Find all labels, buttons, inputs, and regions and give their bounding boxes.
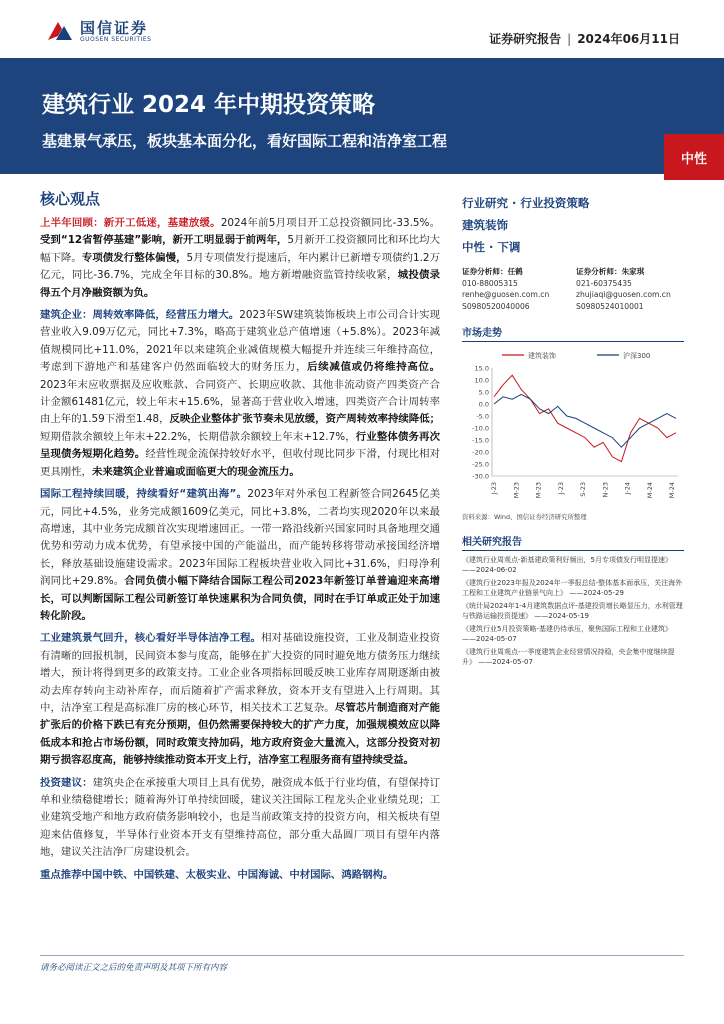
analyst-name: 任鹤 xyxy=(507,267,523,276)
x-tick-label: S-23 xyxy=(579,482,587,497)
para-text: 2023年对外承包工程新签合同2645亿美元，同比+4.5%，业务完成额1609亿美元，同比+3.8%，二者均实现2020年以来最高增速，其中业务完成额首次实现增速回正。一带一路沿线新兴国家同时具备地理交通优势和劳动力成本优势，有望承接中国的产能溢出，而产能转移将带动承接国经济增长，释放基础设施建设需求。2023年国际工程板块营业收入同比+31.6%，归母净利润同比+29.8%。 xyxy=(40,488,440,588)
rating-badge: 中性 xyxy=(664,134,724,180)
para-heading: 持续看好“建筑出海”。 xyxy=(136,488,248,501)
para-bold: 行业整体债务再次呈现债务短期化趋势。 xyxy=(40,430,440,461)
related-report-item[interactable] xyxy=(462,555,684,575)
legend-label: 沪深300 xyxy=(623,352,651,360)
para-heading: 建筑企业：周转效率降低，经营压力增大。 xyxy=(40,309,240,322)
sidebar xyxy=(462,192,684,670)
core-views-column xyxy=(40,188,440,884)
y-tick-label: 0.0 xyxy=(478,400,489,409)
focus-recommendation: 重点推荐中国中铁、中国铁建、太极实业、中国海诚、中材国际、鸿路钢构。 xyxy=(40,868,394,881)
report-subtitle: 基建景气承压，板块基本面分化，看好国际工程和洁净室工程 xyxy=(42,132,448,150)
related-report-item[interactable] xyxy=(462,601,684,621)
header-meta xyxy=(489,30,680,47)
para-bold: 专项债发行整体偏慢， xyxy=(81,251,187,264)
footer-disclaimer: 请务必阅读正文之后的免责声明及其项下所有内容 xyxy=(40,963,228,973)
para-heading: 国际工程持续回暖， xyxy=(40,488,137,501)
para-bold: 城投债录得五个月净融资额为负。 xyxy=(40,269,441,299)
para-text: 建筑央企在承接重大项目上具有优势，融资成本低于行业均值，有望保持订单和业绩稳健增长；随着海外订单持续回暖，建议关注国际工程龙头企业业绩兑现；工业建筑受地产和地方政府债务影响较小，也是当前政策支持的投资方向，相关板块有望迎来估值修复，半导体行业资本开支有望维持高位，部分重大晶圆厂项目有望年内落地，建议关注洁净厂房建设机会。 xyxy=(40,776,441,859)
report-title: 建筑行业 2024 年中期投资策略 xyxy=(42,92,376,118)
market-trend-heading: 市场走势 xyxy=(462,324,684,342)
report-category: 行业研究 · 行业投资策略 xyxy=(462,196,590,210)
para-bold: 未来建筑企业普遍或面临更大的现金流压力。 xyxy=(91,465,300,478)
report-type: 证券研究报告 xyxy=(489,32,562,46)
report-link-title[interactable]: 《建筑行业2023年报及2024年一季报总结-整体基本面承压，关注海外工程和工业建筑产业链景气向上》 xyxy=(462,579,683,597)
paragraph-industrial xyxy=(40,630,440,769)
analyst-phone: 021-60375435 xyxy=(576,278,632,288)
report-link-date: ——2024-05-29 xyxy=(569,589,624,597)
report-link-title[interactable]: 《统计局2024年1-4月建筑数据点评-基建投资增长略显压力，水利管理与铁路运输投资提速》 xyxy=(462,602,683,620)
core-views-heading: 核心观点 xyxy=(40,190,101,208)
analyst-name: 朱家琪 xyxy=(621,267,645,276)
related-report-item[interactable] xyxy=(462,647,684,667)
related-reports-heading: 相关研究报告 xyxy=(462,533,684,551)
report-link-date: ——2024-05-07 xyxy=(478,658,533,666)
report-link-date: ——2024-06-02 xyxy=(462,566,517,574)
para-text: 经营性现金流保持较好水平，但收付现比同步下滑，付现比相对更具刚性， xyxy=(40,448,441,478)
analyst-email[interactable]: zhujiaqi@guosen.com.cn xyxy=(576,290,671,299)
para-bold: 反映企业整体扩张节奏未见放缓，资产周转效率持续降低； xyxy=(169,413,440,426)
industry-name: 建筑装饰 xyxy=(462,218,508,232)
paragraph-companies xyxy=(40,307,440,481)
y-tick-label: -10.0 xyxy=(472,424,489,433)
paragraph-h1-review xyxy=(40,215,440,302)
para-text: 2024年前5月项目开工总投资额同比-33.5%。 xyxy=(220,217,441,229)
para-bold: 后续减值或仍将维持高位。 xyxy=(307,361,441,374)
guosen-logo-icon xyxy=(46,18,74,46)
series-line-0 xyxy=(494,375,676,461)
para-text: 2023年末应收票据及应收账款、合同资产、长期应收款、其他非流动资产四类资产合计金额61481亿元，较上年末+15.6%，显著高于营业收入增速，四类资产合计周转率由上年的1.59下滑至1.48， xyxy=(40,378,440,426)
header-divider: | xyxy=(567,32,572,46)
report-link-title[interactable]: 《建筑行业5月投资策略-基建仍待承压，聚焦国际工程和工业建筑》 xyxy=(462,625,672,633)
analyst-card xyxy=(576,266,684,312)
para-heading: 投资建议： xyxy=(40,776,93,789)
chart-source: 资料来源：Wind、国信证券经济研究所整理 xyxy=(462,513,587,521)
footer-divider xyxy=(40,955,684,956)
x-tick-label: M-24 xyxy=(668,482,676,499)
x-tick-label: M-24 xyxy=(645,482,654,499)
y-tick-label: -5.0 xyxy=(476,412,489,421)
y-tick-label: 10.0 xyxy=(474,376,489,385)
legend-label: 建筑装饰 xyxy=(528,352,556,360)
analyst-phone: 010-88005315 xyxy=(462,278,518,288)
para-text: 5月专项债发行提速后，年内累计已新增专项债约1.2万亿元，同比-36.7%，完成全年目标的30.8%。地方新增融资监管持续收紧， xyxy=(40,251,441,282)
para-text: 2023年SW建筑装饰板块上市公司合计实现营业收入9.09万亿元，同比+7.3%，略高于建筑业总产值增速（+5.8%）。2023年减值规模同比+11.0%，2021年以来建筑企业减值规模大幅提升并连续三年维持高位，考虑到下游地产和基建客户仍然面临较大的财务压力， xyxy=(40,309,441,374)
analyst-label: 证券分析师： xyxy=(576,267,622,276)
page-header xyxy=(0,0,724,58)
para-bold: 合同负债小幅下降结合国际工程公司2023年新签订单普遍迎来高增长，可以判断国际工程公司新签订单快速累积为合同负债，同时在手订单或正处于加速转化阶段。 xyxy=(40,575,441,622)
para-bold: 受到“12省暂停基建”影响，新开工明显弱于前两年， xyxy=(40,234,288,247)
analyst-card xyxy=(462,266,570,312)
logo-english: GUOSEN SECURITIES xyxy=(80,36,152,43)
para-text: 相对基础设施投资，工业及制造业投资有清晰的回报机制，民间资本参与度高，能够在扩大投资的同时避免地方债务压力继续增大，预计将得到更多的政策支持。工业企业各项指标回暖反映工业库存周期逐渐由被动去库存转向主动补库存，而后随着扩产需求释放，资本开支有望进入上行周期。其中，洁净室工程是高标准厂房的核心环节，相关技术工艺复杂。 xyxy=(40,632,441,714)
y-tick-label: -20.0 xyxy=(472,448,489,457)
x-tick-label: N-23 xyxy=(601,482,610,498)
y-tick-label: -30.0 xyxy=(472,472,489,481)
analyst-name-line xyxy=(576,266,684,278)
analyst-label: 证券分析师： xyxy=(462,267,508,276)
y-tick-label: -25.0 xyxy=(472,460,489,469)
analyst-list xyxy=(462,266,684,312)
related-reports-list xyxy=(462,555,684,667)
y-tick-label: -15.0 xyxy=(472,436,489,445)
related-report-item[interactable] xyxy=(462,578,684,598)
series-line-1 xyxy=(494,394,676,447)
guosen-logo xyxy=(46,18,151,46)
related-report-item[interactable] xyxy=(462,624,684,644)
report-link-date: ——2024-05-07 xyxy=(462,635,517,643)
para-heading: 工业建筑景气回升，核心看好半导体洁净工程。 xyxy=(40,632,262,645)
x-tick-label: J-23 xyxy=(490,482,498,495)
x-tick-label: J-23 xyxy=(556,482,565,495)
para-bold: 尽管芯片制造商对产能扩张后的价格下跌已有充分预期，但仍然需要保持较大的扩产力度，加强规模效应以降低成本和抢占市场份额，同时政策支持加码，地方政府资金大量流入，这部分投资对初期亏损容忍度高，能够持续推动资本开支上行，洁净室工程服务商有望持续受益。 xyxy=(40,701,441,767)
industry-rating: 中性 · 下调 xyxy=(462,240,521,254)
report-link-title[interactable]: 《建筑行业周观点-新基建政策利好频出，5月专项债发行明显提速》 xyxy=(462,556,672,564)
paragraph-international xyxy=(40,486,440,625)
analyst-license: S0980520040006 xyxy=(462,301,530,311)
analyst-license: S0980524010001 xyxy=(576,301,644,311)
market-trend-chart xyxy=(462,346,684,510)
y-tick-label: 15.0 xyxy=(474,364,489,373)
analyst-name-line xyxy=(462,266,570,278)
x-tick-label: J-24 xyxy=(623,482,632,495)
x-tick-label: M-23 xyxy=(512,482,521,499)
report-link-title[interactable]: 《建筑行业周观点-一季度建筑企业经营情况持稳，央企集中度继续提升》 xyxy=(462,648,675,666)
analyst-email[interactable]: renhe@guosen.com.cn xyxy=(462,290,550,299)
y-tick-label: 5.0 xyxy=(478,388,489,397)
para-text: 5月新开工投资额同比和环比均大幅下降。 xyxy=(40,234,440,264)
x-tick-label: M-23 xyxy=(534,482,543,499)
paragraph-advice xyxy=(40,775,440,862)
para-text: 短期借款余额较上年末+22.2%，长期借款余额较上年末+12.7%， xyxy=(40,430,356,443)
para-heading: 上半年回顾：新开工低迷，基建放缓。 xyxy=(40,217,221,229)
trend-chart-svg xyxy=(462,346,684,506)
logo-chinese: 国信证券 xyxy=(80,19,149,37)
title-banner xyxy=(0,58,724,174)
report-date: 2024年06月11日 xyxy=(577,32,680,46)
report-link-date: ——2024-05-19 xyxy=(534,612,589,620)
